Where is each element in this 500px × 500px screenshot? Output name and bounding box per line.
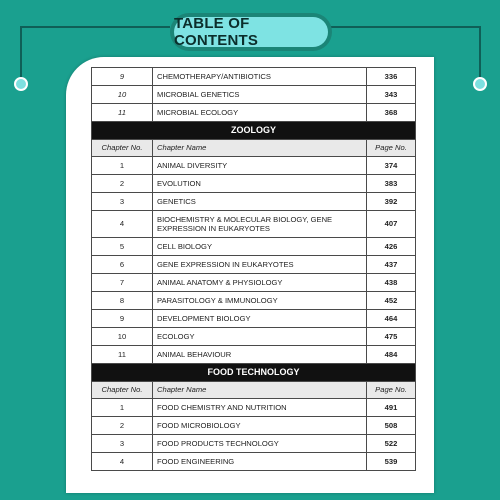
- page-number: 383: [367, 175, 416, 193]
- page-number: 374: [367, 157, 416, 175]
- column-header-chapter-name: Chapter Name: [153, 382, 367, 399]
- column-header-page-no: Page No.: [367, 140, 416, 157]
- page-number: 452: [367, 292, 416, 310]
- decor-dot-right: [473, 77, 487, 91]
- chapter-number: 4: [92, 211, 153, 238]
- page-number: 464: [367, 310, 416, 328]
- chapter-name: BIOCHEMISTRY & MOLECULAR BIOLOGY, GENE EXPRESSION IN EUKARYOTES: [153, 211, 367, 238]
- chapter-number: 11: [92, 346, 153, 364]
- chapter-number: 3: [92, 435, 153, 453]
- chapter-name: FOOD MICROBIOLOGY: [153, 417, 367, 435]
- toc-row: [92, 175, 416, 193]
- chapter-name: ANIMAL DIVERSITY: [153, 157, 367, 175]
- toc-row: [92, 328, 416, 346]
- section-title: ZOOLOGY: [92, 122, 416, 140]
- chapter-number: 3: [92, 193, 153, 211]
- toc-row: [92, 310, 416, 328]
- toc-row: [92, 417, 416, 435]
- decor-line-top-right: [330, 26, 480, 28]
- chapter-number: 2: [92, 175, 153, 193]
- page-number: 407: [367, 211, 416, 238]
- page-number: 475: [367, 328, 416, 346]
- page-title: TABLE OF CONTENTS: [174, 17, 328, 47]
- chapter-name: PARASITOLOGY & IMMUNOLOGY: [153, 292, 367, 310]
- chapter-name: FOOD ENGINEERING: [153, 453, 367, 471]
- chapter-number: 9: [92, 68, 153, 86]
- chapter-name: CELL BIOLOGY: [153, 238, 367, 256]
- toc-row: [92, 453, 416, 471]
- chapter-name: GENETICS: [153, 193, 367, 211]
- toc-row: [92, 68, 416, 86]
- chapter-name: EVOLUTION: [153, 175, 367, 193]
- chapter-number: 4: [92, 453, 153, 471]
- contents-page: [66, 57, 434, 493]
- column-header-chapter-no: Chapter No.: [92, 382, 153, 399]
- chapter-number: 1: [92, 157, 153, 175]
- toc-row: [92, 274, 416, 292]
- toc-row: [92, 292, 416, 310]
- toc-table: [91, 67, 416, 471]
- toc-row: [92, 193, 416, 211]
- toc-row: [92, 238, 416, 256]
- toc-row: [92, 104, 416, 122]
- chapter-number: 5: [92, 238, 153, 256]
- chapter-number: 7: [92, 274, 153, 292]
- column-header-chapter-no: Chapter No.: [92, 140, 153, 157]
- chapter-name: ANIMAL ANATOMY & PHYSIOLOGY: [153, 274, 367, 292]
- decor-line-top-left: [20, 26, 170, 28]
- section-title: FOOD TECHNOLOGY: [92, 364, 416, 382]
- chapter-name: DEVELOPMENT BIOLOGY: [153, 310, 367, 328]
- chapter-number: 6: [92, 256, 153, 274]
- page-number: 484: [367, 346, 416, 364]
- chapter-number: 10: [92, 328, 153, 346]
- chapter-name: ANIMAL BEHAVIOUR: [153, 346, 367, 364]
- toc-body: [92, 68, 416, 471]
- decor-line-right: [479, 26, 481, 82]
- column-header-row: [92, 140, 416, 157]
- chapter-number: 10: [92, 86, 153, 104]
- page-number: 491: [367, 399, 416, 417]
- chapter-number: 8: [92, 292, 153, 310]
- chapter-number: 1: [92, 399, 153, 417]
- chapter-name: MICROBIAL GENETICS: [153, 86, 367, 104]
- toc-row: [92, 86, 416, 104]
- page-number: 437: [367, 256, 416, 274]
- page-number: 368: [367, 104, 416, 122]
- chapter-name: ECOLOGY: [153, 328, 367, 346]
- chapter-name: FOOD CHEMISTRY AND NUTRITION: [153, 399, 367, 417]
- toc-row: [92, 211, 416, 238]
- chapter-number: 11: [92, 104, 153, 122]
- page-number: 539: [367, 453, 416, 471]
- toc-row: [92, 435, 416, 453]
- decor-dot-left: [14, 77, 28, 91]
- decor-line-left: [20, 26, 22, 82]
- page-number: 522: [367, 435, 416, 453]
- page-number: 392: [367, 193, 416, 211]
- toc-row: [92, 346, 416, 364]
- chapter-name: MICROBIAL ECOLOGY: [153, 104, 367, 122]
- column-header-row: [92, 382, 416, 399]
- chapter-name: CHEMOTHERAPY/ANTIBIOTICS: [153, 68, 367, 86]
- page-number: 336: [367, 68, 416, 86]
- page-number: 438: [367, 274, 416, 292]
- chapter-name: GENE EXPRESSION IN EUKARYOTES: [153, 256, 367, 274]
- chapter-number: 9: [92, 310, 153, 328]
- column-header-page-no: Page No.: [367, 382, 416, 399]
- page-number: 343: [367, 86, 416, 104]
- page-number: 508: [367, 417, 416, 435]
- column-header-chapter-name: Chapter Name: [153, 140, 367, 157]
- section-header-food: [92, 364, 416, 382]
- toc-row: [92, 157, 416, 175]
- section-header-zoology: [92, 122, 416, 140]
- toc-row: [92, 256, 416, 274]
- title-banner: [170, 13, 332, 51]
- chapter-name: FOOD PRODUCTS TECHNOLOGY: [153, 435, 367, 453]
- chapter-number: 2: [92, 417, 153, 435]
- toc-row: [92, 399, 416, 417]
- page-number: 426: [367, 238, 416, 256]
